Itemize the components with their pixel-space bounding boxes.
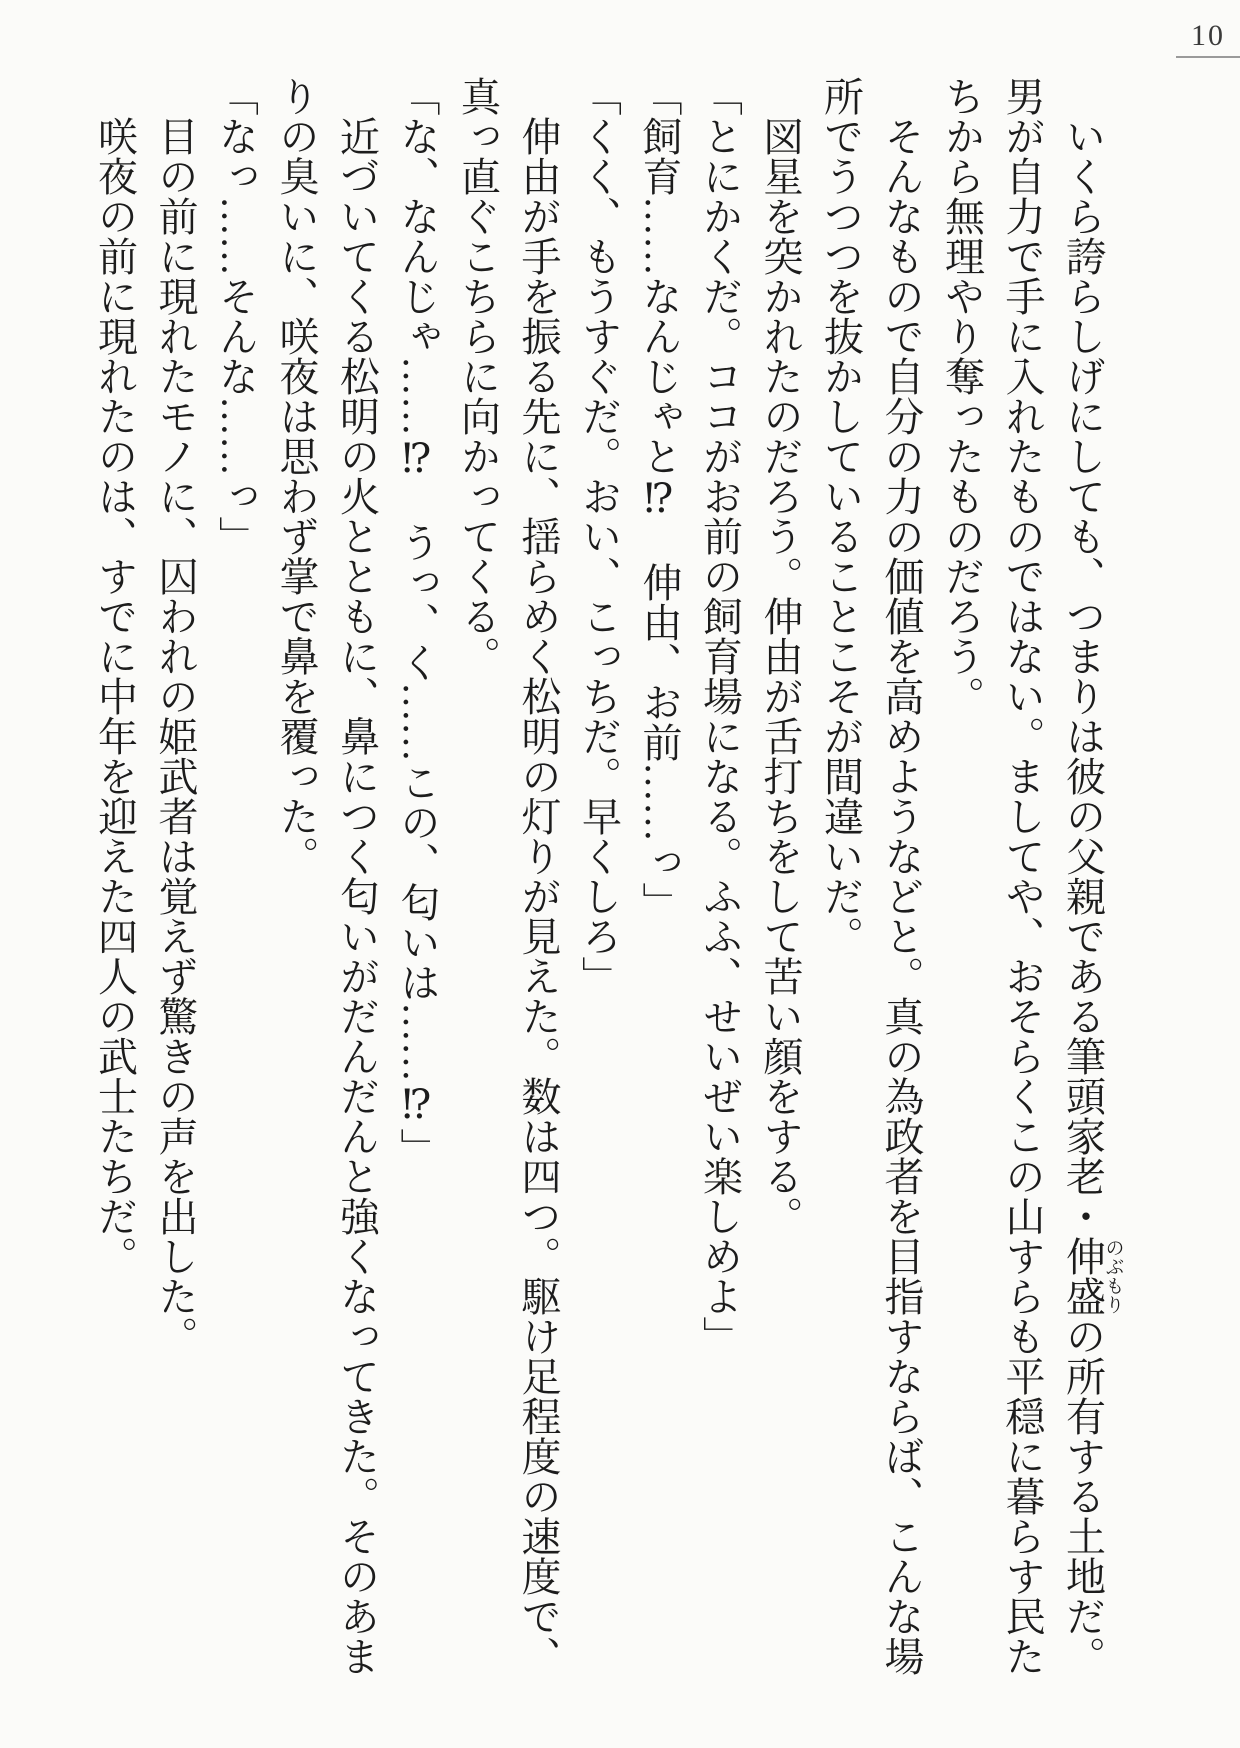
body-text [84,76,1123,1696]
text-column: 図星を突かれたのだろう。伸由が舌打ちをして苦い顔をする。 [758,76,803,1236]
ruby-furigana: のぶもり [1102,1236,1124,1316]
text-column: ちから無理やり奪ったものだろう。 [939,76,985,716]
page-number: 10 [1176,14,1240,58]
text-column: 「とにかくだ。ココがお前の飼育場になる。ふふ、せいぜい楽しめよ」 [697,76,743,1356]
text-column: りの臭いに、咲夜は思わず掌で鼻を覆った。 [274,76,319,876]
text-column: 「な、なんじゃ……⁉ うっ、く……この、匂いは……⁉」 [395,76,440,1168]
ruby-base: 伸盛 [1060,1236,1106,1316]
text-column: 「飼育……なんじゃと⁉ 伸由、お前……っ」 [637,76,682,922]
text-column: 「くく、もうすぐだ。おい、こっちだ。早くしろ」 [576,76,622,996]
text-column: そんなもので自分の力の価値を高めようなどと。真の為政者を目指すならば、こんな場 [879,76,924,1676]
text-column: 咲夜の前に現れたのは、すでに中年を迎えた四人の武士たちだ。 [92,76,138,1276]
text-column: 伸由が手を振る先に、揺らめく松明の灯りが見えた。数は四つ。駆け足程度の速度で、 [516,76,561,1676]
text-column: 近づいてくる松明の火とともに、鼻につく匂いがだんだんと強くなってきた。そのあま [334,76,380,1676]
text-column: 所でうつつを抜かしていることこそが間違いだ。 [818,76,864,956]
text-run: の所有する土地だ。 [1060,1316,1106,1676]
text-column [1052,76,1123,1696]
text-column: 男が自力で手に入れたものではない。ましてや、おそらくこの山すらも平穏に暮らす民た [1000,76,1045,1676]
text-run: いくら誇らしげにしても、つまりは彼の父親である筆頭家老・ [1060,76,1106,1236]
text-column: 目の前に現れたモノに、囚われの姫武者は覚えず驚きの声を出した。 [153,76,198,1356]
text-column: 真っ直ぐこちらに向かってくる。 [455,76,501,676]
ruby-nobumori [1060,1236,1124,1316]
text-column: 「なっ……そんな……っ」 [213,76,259,556]
